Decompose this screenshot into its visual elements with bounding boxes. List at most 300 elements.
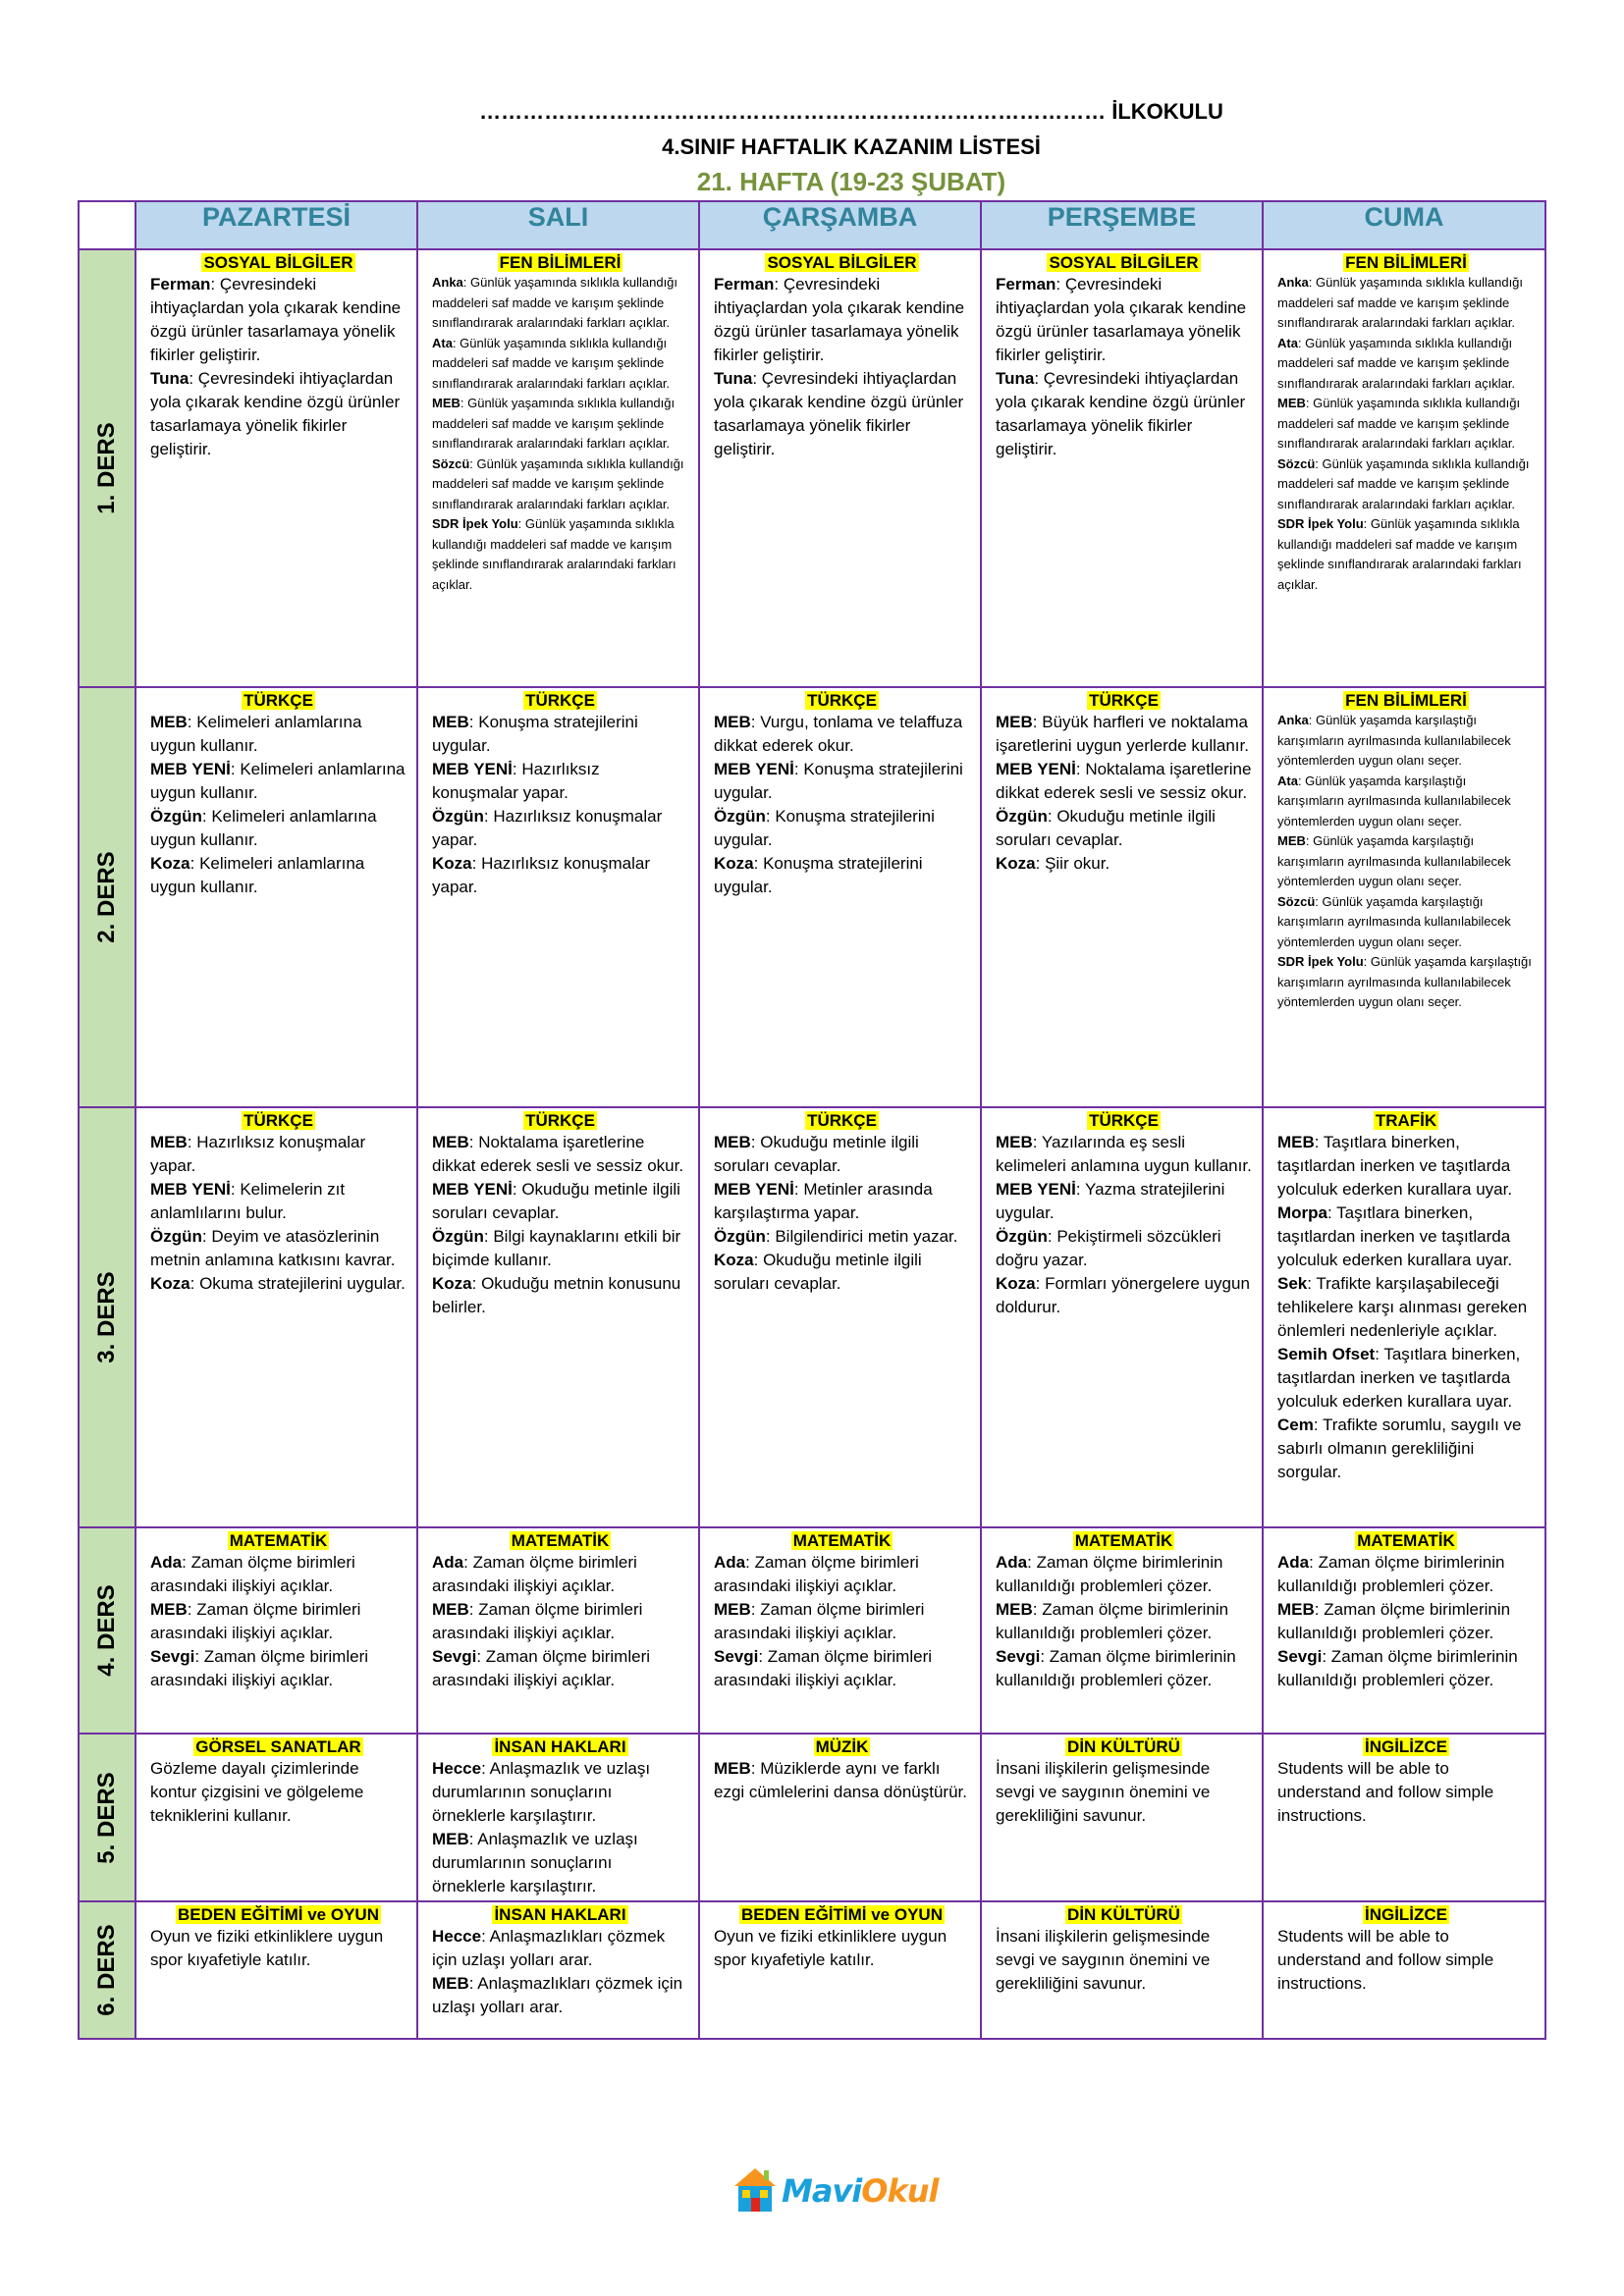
subject-title: MATEMATİK	[511, 1531, 610, 1550]
publisher-name: Sözcü	[1277, 455, 1316, 471]
objective-text	[150, 1551, 406, 1692]
objective-item	[996, 1131, 1252, 1178]
objective-item	[1277, 1598, 1535, 1645]
publisher-name: Ada	[714, 1553, 746, 1572]
subject-title: MATEMATİK	[1357, 1531, 1455, 1550]
lesson-number-label: 6. DERS	[93, 1924, 120, 2016]
objective-description: : Konuşma stratejilerini uygular.	[714, 760, 963, 802]
objective-description: : Okuma stratejilerini uygular.	[189, 1274, 406, 1293]
objective-item	[714, 1225, 970, 1249]
objective-item	[150, 852, 406, 899]
objective-description: : Kelimeleri anlamlarına uygun kullanır.	[150, 807, 377, 849]
publisher-name: Tuna	[714, 369, 753, 388]
objective-item	[996, 1225, 1252, 1272]
objective-description: : Zaman ölçme birimleri arasındaki ilişkiyi açıklar.	[150, 1553, 355, 1595]
objective-item	[714, 711, 970, 758]
lesson-number-label: 5. DERS	[93, 1771, 120, 1864]
objective-item	[150, 711, 406, 758]
objective-description: : Zaman ölçme birimleri arasındaki ilişkiyi açıklar.	[432, 1647, 651, 1689]
objective-item	[432, 1645, 688, 1692]
lesson-cell	[417, 1107, 699, 1527]
logo-text: MaviOkul	[782, 2172, 939, 2210]
objective-description: : Çevresindeki ihtiyaçlardan yola çıkarak kendine özgü ürünler tasarlamaya yönelik fikirler geliştirir.	[714, 275, 965, 364]
objective-text	[996, 1757, 1252, 1828]
objective-item	[996, 1757, 1252, 1828]
publisher-name: MEB YENİ	[432, 760, 513, 778]
logo	[732, 2163, 939, 2217]
objective-item	[432, 514, 688, 595]
subject-title: SOSYAL BİLGİLER	[767, 253, 917, 272]
subject-title: SOSYAL BİLGİLER	[1049, 253, 1199, 272]
publisher-name: MEB	[714, 1759, 751, 1778]
lesson-row	[79, 249, 1545, 687]
objective-item	[432, 1551, 688, 1598]
objective-item	[996, 367, 1252, 461]
objective-description: : Konuşma stratejilerini uygular.	[714, 854, 923, 896]
publisher-name: MEB	[150, 1133, 188, 1151]
publisher-name: Sek	[1277, 1274, 1308, 1293]
publisher-name: Tuna	[150, 369, 189, 388]
objective-item	[150, 1272, 406, 1296]
objective-item	[996, 1551, 1252, 1598]
objective-description: : Günlük yaşamında sıklıkla kullandığı maddeleri saf madde ve karışım şeklinde sınıflandırarak aralarındaki farkları açıklar.	[1277, 455, 1530, 511]
publisher-name: Koza	[996, 854, 1036, 873]
objective-description: : Konuşma stratejilerini uygular.	[432, 713, 638, 755]
objective-item	[714, 758, 970, 805]
objective-item	[1277, 711, 1535, 772]
objective-description: : Zaman ölçme birimlerinin kullanıldığı problemleri çözer.	[1277, 1600, 1511, 1642]
objective-item	[996, 1178, 1252, 1225]
publisher-name: Sözcü	[432, 455, 470, 471]
subject-title: TÜRKÇE	[807, 1111, 877, 1130]
objective-item	[432, 1178, 688, 1225]
objective-text	[714, 273, 970, 461]
objective-text	[996, 1551, 1252, 1692]
objective-item	[1277, 772, 1535, 832]
publisher-name: Koza	[996, 1274, 1036, 1293]
objective-item	[714, 852, 970, 899]
publisher-name: MEB	[432, 1830, 469, 1848]
lesson-cell	[981, 249, 1263, 687]
objective-item	[714, 805, 970, 852]
objective-item	[1277, 831, 1535, 892]
objective-description: : Taşıtlara binerken, taşıtlardan inerken ve taşıtlarda yolculuk ederken kurallara uyar.	[1277, 1133, 1513, 1199]
publisher-name: Koza	[150, 1274, 190, 1293]
publisher-name: MEB	[714, 1600, 751, 1619]
objective-description: : Metinler arasında karşılaştırma yapar.	[714, 1180, 933, 1222]
subject-title: TÜRKÇE	[244, 691, 313, 710]
publisher-name: MEB	[150, 1600, 188, 1619]
objective-description: : Zaman ölçme birimlerinin kullanıldığı problemleri çözer.	[1277, 1553, 1505, 1595]
subject-title: İNSAN HAKLARI	[494, 1905, 626, 1924]
objective-text	[432, 1757, 688, 1898]
subject-title: TÜRKÇE	[525, 1111, 595, 1130]
objective-description: : Noktalama işaretlerine dikkat ederek sesli ve sessiz okur.	[996, 760, 1252, 802]
objective-text	[150, 1131, 406, 1296]
week-title: 21. HAFTA (19-23 ŞUBAT)	[696, 167, 1006, 196]
publisher-name: Özgün	[432, 807, 484, 826]
lesson-cell	[1263, 1901, 1545, 2039]
publisher-name: MEB	[996, 1133, 1033, 1151]
objective-item	[150, 1178, 406, 1225]
objective-description: : Kelimeleri anlamlarına uygun kullanır.	[150, 854, 365, 896]
publisher-name: Ferman	[996, 275, 1056, 294]
objective-description: : Kelimelerin zıt anlamlılarını bulur.	[150, 1180, 346, 1222]
lesson-row	[79, 1734, 1545, 1901]
lesson-cell	[1263, 1527, 1545, 1734]
lesson-cell	[699, 1734, 981, 1901]
lesson-cell	[981, 1734, 1263, 1901]
objective-description: : Kelimeleri anlamlarına uygun kullanır.	[150, 760, 406, 802]
objective-description: İnsani ilişkilerin gelişmesinde sevgi ve saygının önemini ve gerekliliğini savunur.	[996, 1759, 1211, 1825]
lesson-cell	[699, 1527, 981, 1734]
objective-text	[150, 711, 406, 899]
objective-item	[432, 1828, 688, 1898]
objective-description: : Şiir okur.	[1035, 854, 1110, 873]
objective-item	[714, 1925, 970, 1972]
objective-item	[150, 1925, 406, 1972]
objective-item	[432, 1757, 688, 1828]
publisher-name: Özgün	[432, 1227, 484, 1246]
objective-description: : Formları yönergelere uygun doldurur.	[996, 1274, 1250, 1316]
objective-item	[432, 758, 688, 805]
objective-text	[996, 1131, 1252, 1319]
objective-description: : Konuşma stratejilerini uygular.	[714, 807, 935, 849]
objective-item	[150, 1551, 406, 1598]
objective-item	[432, 394, 688, 454]
subject-title: TÜRKÇE	[1089, 1111, 1159, 1130]
day-header-tuesday: SALI	[417, 201, 699, 249]
objective-item	[996, 1272, 1252, 1319]
objective-description: : Günlük yaşamda karşılaştığı karışımların ayrılmasında kullanılabilecek yöntemlerden uygun olanı seçer.	[1277, 954, 1532, 1009]
objective-text	[996, 1925, 1252, 1996]
lesson-cell	[981, 1901, 1263, 2039]
subject-title: FEN BİLİMLERİ	[499, 253, 622, 272]
objective-item	[1277, 1201, 1535, 1272]
objective-item	[996, 1598, 1252, 1645]
objective-description: : Zaman ölçme birimlerinin kullanıldığı problemleri çözer.	[996, 1647, 1236, 1689]
objective-description: : Bilgi kaynaklarını etkili bir biçimde kullanır.	[432, 1227, 681, 1269]
objective-item	[150, 1131, 406, 1178]
lesson-number-cell	[79, 1527, 135, 1734]
lesson-number-label: 1. DERS	[93, 422, 120, 514]
publisher-name: Ferman	[150, 275, 211, 294]
objective-item	[432, 273, 688, 334]
publisher-name: MEB YENİ	[150, 760, 231, 778]
publisher-name: Koza	[714, 854, 754, 873]
publisher-name: Özgün	[714, 807, 766, 826]
objective-description: : Okuduğu metinle ilgili soruları cevaplar.	[996, 807, 1216, 849]
objective-text	[150, 1757, 406, 1828]
objective-description: : Yazılarında eş sesli kelimeleri anlamına uygun kullanır.	[996, 1133, 1252, 1175]
objective-item	[996, 852, 1252, 876]
objective-description: : Günlük yaşamında sıklıkla kullandığı maddeleri saf madde ve karışım şeklinde sınıflandırarak aralarındaki farkları açıklar.	[1277, 396, 1521, 451]
publisher-name: Sevgi	[432, 1647, 477, 1666]
objective-description: : Günlük yaşamda karşılaştığı karışımların ayrılmasında kullanılabilecek yöntemlerden uygun olanı seçer.	[1277, 833, 1511, 888]
lesson-cell	[699, 1901, 981, 2039]
lesson-number-label: 2. DERS	[93, 851, 120, 943]
objective-description: : Zaman ölçme birimleri arasındaki ilişkiyi açıklar.	[714, 1600, 925, 1642]
lesson-cell	[417, 687, 699, 1107]
lesson-number-label: 3. DERS	[93, 1271, 120, 1363]
objective-item	[432, 1272, 688, 1319]
objective-text	[714, 1757, 970, 1804]
objective-text	[150, 273, 406, 461]
objective-description: : Zaman ölçme birimleri arasındaki ilişkiyi açıklar.	[150, 1600, 361, 1642]
publisher-name: MEB	[150, 713, 188, 731]
objective-description: : Taşıtlara binerken, taşıtlardan inerken ve taşıtlarda yolculuk ederken kurallara uyar.	[1277, 1203, 1513, 1269]
objective-item	[432, 1225, 688, 1272]
objective-description: : Yazma stratejilerini uygular.	[996, 1180, 1225, 1222]
publisher-name: MEB	[996, 713, 1033, 731]
subject-title: TRAFİK	[1375, 1111, 1437, 1130]
publisher-name: MEB YENİ	[150, 1180, 231, 1199]
publisher-name: MEB YENİ	[714, 760, 794, 778]
objective-item	[432, 1131, 688, 1178]
objective-item	[996, 758, 1252, 805]
lesson-cell	[135, 687, 417, 1107]
lesson-number-cell	[79, 1901, 135, 2039]
publisher-name: Özgün	[150, 807, 202, 826]
objective-text	[1277, 711, 1535, 1013]
objective-item	[714, 1598, 970, 1645]
objective-description: : Bilgilendirici metin yazar.	[765, 1227, 958, 1246]
lesson-cell	[699, 1107, 981, 1527]
subject-title: SOSYAL BİLGİLER	[203, 253, 353, 272]
subject-title: TÜRKÇE	[525, 691, 595, 710]
publisher-name: SDR İpek Yolu	[1277, 954, 1364, 969]
lesson-row	[79, 1527, 1545, 1734]
lesson-cell	[1263, 249, 1545, 687]
objective-item	[1277, 394, 1535, 454]
objective-item	[1277, 1645, 1535, 1692]
subject-title: MÜZİK	[815, 1737, 869, 1756]
publisher-name: Ata	[1277, 335, 1298, 350]
publisher-name: MEB	[1277, 833, 1306, 848]
objective-item	[150, 273, 406, 367]
objective-text	[432, 1551, 688, 1692]
lesson-number-cell	[79, 687, 135, 1107]
objective-text	[432, 711, 688, 899]
subject-title: GÖRSEL SANATLAR	[195, 1737, 361, 1756]
publisher-name: SDR İpek Yolu	[432, 516, 518, 531]
objective-item	[1277, 1272, 1535, 1343]
objective-description: : Noktalama işaretlerine dikkat ederek sesli ve sessiz okur.	[432, 1133, 684, 1175]
publisher-name: MEB	[432, 1974, 469, 1993]
publisher-name: Özgün	[996, 1227, 1048, 1246]
subject-title: İNGİLİZCE	[1364, 1905, 1448, 1924]
objective-item	[1277, 1131, 1535, 1201]
day-header-thursday: PERŞEMBE	[981, 201, 1263, 249]
publisher-name: MEB	[1277, 1133, 1315, 1151]
lesson-row	[79, 1901, 1545, 2039]
objective-item	[432, 852, 688, 899]
objective-description: : Çevresindeki ihtiyaçlardan yola çıkarak kendine özgü ürünler tasarlamaya yönelik fikirler geliştirir.	[714, 369, 964, 458]
subject-title: FEN BİLİMLERİ	[1345, 253, 1467, 272]
subject-title: MATEMATİK	[792, 1531, 892, 1550]
objective-description: : Anlaşmazlıkları çözmek için uzlaşı yolları arar.	[432, 1974, 683, 2016]
lesson-cell	[135, 1107, 417, 1527]
objective-item	[150, 758, 406, 805]
objective-item	[1277, 1925, 1535, 1996]
objective-description: : Hazırlıksız konuşmalar yapar.	[432, 760, 600, 802]
document-title: 4.SINIF HAFTALIK KAZANIM LİSTESİ	[662, 134, 1041, 159]
objective-description: : Anlaşmazlıkları çözmek için uzlaşı yolları arar.	[432, 1927, 666, 1969]
day-header-monday: PAZARTESİ	[135, 201, 417, 249]
objective-description: : Zaman ölçme birimleri arasındaki ilişkiyi açıklar.	[432, 1553, 637, 1595]
day-header-friday: CUMA	[1263, 201, 1545, 249]
publisher-name: Ada	[996, 1553, 1028, 1572]
objective-description: : Günlük yaşamında sıklıkla kullandığı maddeleri saf madde ve karışım şeklinde sınıflandırarak aralarındaki farkları açıklar.	[432, 275, 678, 330]
objective-item	[150, 805, 406, 852]
publisher-name: Ada	[432, 1553, 464, 1572]
publisher-name: Koza	[714, 1251, 754, 1269]
publisher-name: Ada	[1277, 1553, 1310, 1572]
objective-description: : Günlük yaşamda karşılaştığı karışımların ayrılmasında kullanılabilecek yöntemlerden uygun olanı seçer.	[1277, 773, 1511, 828]
objective-text	[432, 1131, 688, 1319]
publisher-name: Sevgi	[714, 1647, 759, 1666]
subject-title: TÜRKÇE	[244, 1111, 313, 1130]
publisher-name: MEB	[1277, 396, 1306, 410]
publisher-name: Özgün	[150, 1227, 202, 1246]
subject-title: BEDEN EĞİTİMİ ve OYUN	[178, 1905, 379, 1924]
objective-item	[432, 805, 688, 852]
objective-item	[996, 1925, 1252, 1996]
publisher-name: Morpa	[1277, 1203, 1327, 1222]
objective-item	[1277, 952, 1535, 1013]
publisher-name: MEB	[432, 1600, 469, 1619]
objective-text	[1277, 1925, 1535, 1996]
publisher-name: Ata	[432, 335, 453, 350]
publisher-name: Koza	[432, 1274, 472, 1293]
objective-description: İnsani ilişkilerin gelişmesinde sevgi ve saygının önemini ve gerekliliğini savunur.	[996, 1927, 1211, 1993]
objective-description: : Okuduğu metinle ilgili soruları cevaplar.	[432, 1180, 680, 1222]
school-name: …………………………………………………………………………… İLKOKULU	[479, 99, 1223, 124]
lesson-cell	[981, 1527, 1263, 1734]
lesson-cell	[1263, 1107, 1545, 1527]
objective-item	[432, 334, 688, 395]
publisher-name: MEB	[714, 1133, 751, 1151]
objective-description: : Günlük yaşamında sıklıkla kullandığı maddeleri saf madde ve karışım şeklinde sınıflandırarak aralarındaki farkları açıklar.	[432, 335, 671, 391]
objective-item	[714, 1757, 970, 1804]
publisher-name: Hecce	[432, 1927, 482, 1946]
publisher-name: MEB YENİ	[714, 1180, 794, 1199]
objective-description: : Pekiştirmeli sözcükleri doğru yazar.	[996, 1227, 1221, 1269]
objective-description: Oyun ve fiziki etkinliklere uygun spor kıyafetiyle katılır.	[150, 1927, 384, 1969]
objective-text	[150, 1925, 406, 1972]
objective-text	[432, 273, 688, 595]
lesson-cell	[981, 1107, 1263, 1527]
objective-text	[714, 1551, 970, 1692]
lesson-cell	[135, 1734, 417, 1901]
objective-item	[996, 711, 1252, 758]
objective-item	[150, 1598, 406, 1645]
plan-body	[79, 249, 1545, 2039]
objective-description: : Okuduğu metnin konusunu belirler.	[432, 1274, 681, 1316]
publisher-name: MEB YENİ	[996, 760, 1076, 778]
objective-item	[1277, 1551, 1535, 1598]
lesson-cell	[417, 1527, 699, 1734]
subject-title: İNGİLİZCE	[1364, 1737, 1448, 1756]
lesson-cell	[1263, 687, 1545, 1107]
objective-text	[996, 273, 1252, 461]
publisher-name: Sevgi	[150, 1647, 195, 1666]
objective-description: : Okuduğu metinle ilgili soruları cevaplar.	[714, 1133, 919, 1175]
objective-item	[1277, 334, 1535, 395]
objective-description: Oyun ve fiziki etkinliklere uygun spor kıyafetiyle katılır.	[714, 1927, 947, 1969]
objective-text	[1277, 1131, 1535, 1484]
day-header-row	[79, 201, 1545, 249]
objective-item	[432, 1598, 688, 1645]
subject-title: DİN KÜLTÜRÜ	[1067, 1737, 1180, 1756]
objective-item	[1277, 1414, 1535, 1484]
objective-description: : Zaman ölçme birimleri arasındaki ilişkiyi açıklar.	[432, 1600, 643, 1642]
lesson-number-cell	[79, 1734, 135, 1901]
objective-item	[996, 1645, 1252, 1692]
lesson-cell	[417, 249, 699, 687]
objective-description: : Hazırlıksız konuşmalar yapar.	[432, 854, 651, 896]
publisher-name: MEB YENİ	[432, 1180, 513, 1199]
subject-title: FEN BİLİMLERİ	[1345, 691, 1467, 710]
publisher-name: MEB	[432, 1133, 469, 1151]
subject-title: TÜRKÇE	[807, 691, 877, 710]
objective-item	[1277, 892, 1535, 953]
objective-description: : Hazırlıksız konuşmalar yapar.	[150, 1133, 366, 1175]
objective-description: : Trafikte sorumlu, saygılı ve sabırlı olmanın gerekliliğini sorgular.	[1277, 1415, 1522, 1481]
objective-description: : Büyük harfleri ve noktalama işaretlerini uygun yerlerde kullanır.	[996, 713, 1249, 755]
objective-item	[432, 711, 688, 758]
objective-description: : Anlaşmazlık ve uzlaşı durumlarının sonuçlarını örneklerle karşılaştırır.	[432, 1830, 638, 1896]
objective-text	[1277, 1551, 1535, 1692]
objective-item	[714, 1178, 970, 1225]
objective-description: : Vurgu, tonlama ve telaffuza dikkat ederek okur.	[714, 713, 963, 755]
objective-text	[1277, 273, 1535, 595]
lesson-number-label: 4. DERS	[93, 1584, 120, 1677]
publisher-name: Sözcü	[1277, 893, 1316, 909]
publisher-name: Anka	[432, 275, 463, 290]
lesson-cell	[135, 1527, 417, 1734]
objective-description: : Günlük yaşamında sıklıkla kullandığı maddeleri saf madde ve karışım şeklinde sınıflandırarak aralarındaki farkları açıklar.	[1277, 275, 1524, 330]
publisher-name: MEB	[996, 1600, 1033, 1619]
objective-description: Students will be able to understand and follow simple instructions.	[1277, 1759, 1494, 1825]
objective-text	[714, 1131, 970, 1296]
objective-description: : Trafikte karşılaşabileceği tehlikelere karşı alınması gereken önlemleri nedenleriyle açıklar.	[1277, 1274, 1528, 1340]
publisher-name: Hecce	[432, 1759, 482, 1778]
publisher-name: Koza	[150, 854, 190, 873]
objective-item	[996, 805, 1252, 852]
publisher-name: Anka	[1277, 275, 1309, 290]
lesson-cell	[135, 249, 417, 687]
objective-text	[996, 711, 1252, 876]
objective-item	[714, 1645, 970, 1692]
lesson-cell	[981, 687, 1263, 1107]
subject-title: BEDEN EĞİTİMİ ve OYUN	[741, 1905, 943, 1924]
objective-item	[714, 273, 970, 367]
objective-item	[150, 1225, 406, 1272]
objective-description: : Çevresindeki ihtiyaçlardan yola çıkarak kendine özgü ürünler tasarlamaya yönelik fikirler geliştirir.	[996, 275, 1247, 364]
objective-item	[432, 454, 688, 515]
publisher-name: MEB	[432, 396, 460, 410]
objective-description: : Çevresindeki ihtiyaçlardan yola çıkarak kendine özgü ürünler tasarlamaya yönelik fikirler geliştirir.	[150, 275, 402, 364]
publisher-name: SDR İpek Yolu	[1277, 516, 1364, 531]
table-corner	[79, 201, 135, 249]
objective-description: : Kelimeleri anlamlarına uygun kullanır.	[150, 713, 362, 755]
subject-title: TÜRKÇE	[1089, 691, 1159, 710]
objective-item	[150, 1645, 406, 1692]
objective-description: : Zaman ölçme birimleri arasındaki ilişkiyi açıklar.	[714, 1553, 919, 1595]
subject-title: MATEMATİK	[229, 1531, 328, 1550]
objective-description: : Zaman ölçme birimlerinin kullanıldığı problemleri çözer.	[996, 1600, 1229, 1642]
